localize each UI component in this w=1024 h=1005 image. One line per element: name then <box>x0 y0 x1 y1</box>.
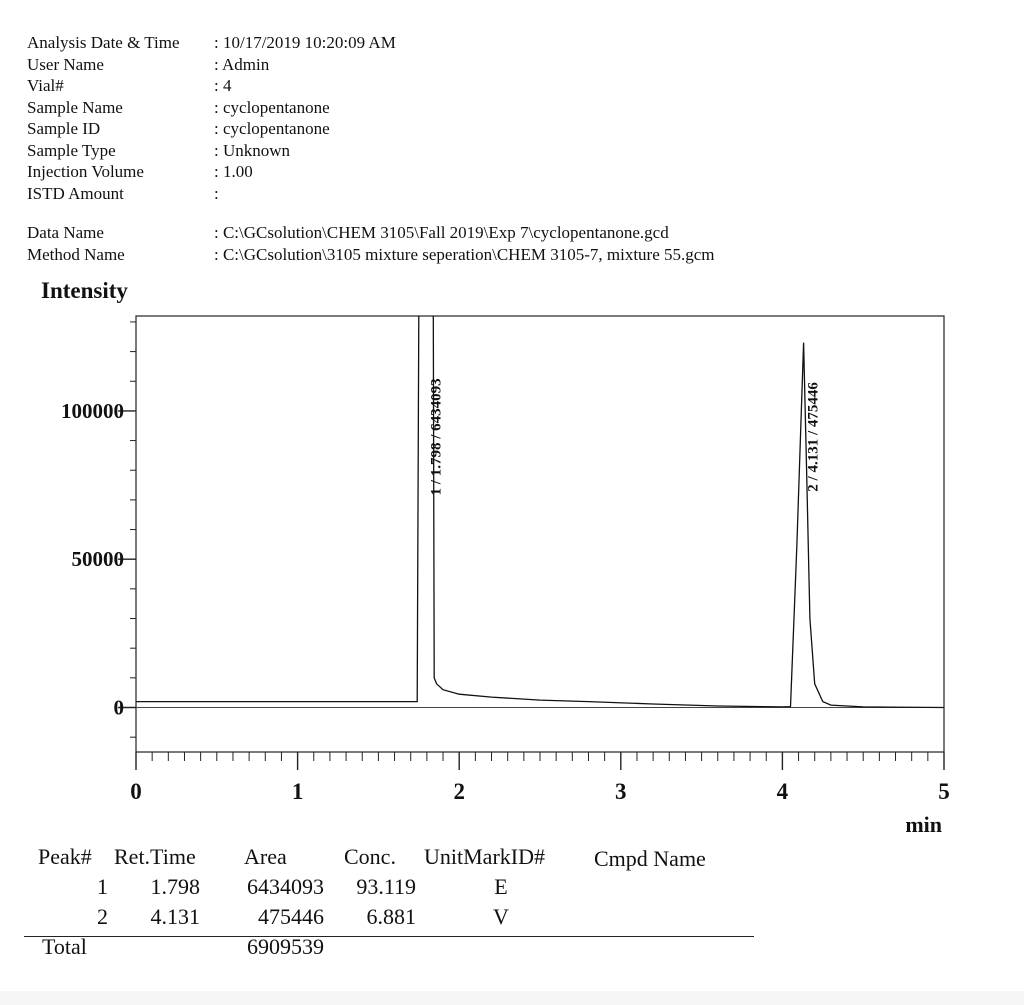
header-area: Area <box>244 844 287 869</box>
file-label: Data Name <box>27 223 104 242</box>
metadata-spacer <box>27 204 847 222</box>
x-tick-label: 3 <box>615 779 627 804</box>
metadata-row <box>27 75 847 97</box>
metadata-value: : <box>214 183 219 203</box>
row-1-area: 6434093 <box>247 874 324 899</box>
metadata-row <box>27 140 847 162</box>
metadata-label: Analysis Date & Time <box>27 33 180 52</box>
x-tick-label: 4 <box>776 779 789 804</box>
x-tick-label: 0 <box>130 779 142 804</box>
table-divider <box>24 936 754 937</box>
peak-table <box>24 840 764 970</box>
row-1-mark: E <box>494 874 508 899</box>
metadata-label: User Name <box>27 54 104 74</box>
header-conc: Conc. <box>344 844 396 869</box>
metadata-row <box>27 32 847 54</box>
x-tick-label: 1 <box>291 779 304 804</box>
metadata-label: Vial# <box>27 76 64 95</box>
row-2-peak: 2 <box>97 904 108 929</box>
peak-label: 1 / 1.798 / 6434093 <box>428 378 445 496</box>
metadata-value: : cyclopentanone <box>214 97 330 117</box>
row-1-ret-time: 1.798 <box>150 874 200 899</box>
metadata-value: : 1.00 <box>214 162 253 181</box>
y-tick-label: 50000 <box>71 547 124 572</box>
x-tick-label: 5 <box>938 779 950 804</box>
metadata-row <box>27 183 847 205</box>
metadata-label: Sample Type <box>27 140 116 160</box>
chart-y-axis-title: Intensity <box>41 278 128 303</box>
y-tick-label: 0 <box>113 695 124 720</box>
chromatogram-chart <box>0 300 1024 840</box>
row-2-ret-time: 4.131 <box>150 904 200 929</box>
header-compound-name: Cmpd Name <box>594 846 706 871</box>
metadata-value: : Admin <box>214 54 270 74</box>
file-label: Method Name <box>27 244 125 264</box>
metadata-label: ISTD Amount <box>27 183 124 203</box>
metadata-label: Sample ID <box>27 119 101 138</box>
total-label: Total <box>42 934 87 959</box>
row-2-conc: 6.881 <box>366 904 416 929</box>
x-axis-title: min <box>905 812 942 837</box>
header-ret-time: Ret.Time <box>114 844 196 869</box>
file-row <box>27 244 847 266</box>
metadata-value: : cyclopentanone <box>214 119 330 138</box>
file-value: : C:\GCsolution\3105 mixture seperation\CHEM 3105-7, mixture 55.gcm <box>214 244 715 264</box>
report-metadata <box>27 32 847 265</box>
metadata-row <box>27 54 847 76</box>
metadata-label: Sample Name <box>27 97 123 117</box>
scan-edge <box>0 991 1024 1005</box>
row-1-peak: 1 <box>97 874 108 899</box>
peak-label: 2 / 4.131 / 475446 <box>805 382 822 492</box>
metadata-row <box>27 97 847 119</box>
metadata-value: : 10/17/2019 10:20:09 AM <box>214 33 396 52</box>
file-value: : C:\GCsolution\CHEM 3105\Fall 2019\Exp 7\cyclopentanone.gcd <box>214 223 669 242</box>
row-2-area: 475446 <box>258 904 324 929</box>
metadata-row <box>27 118 847 140</box>
metadata-value: : Unknown <box>214 140 291 160</box>
metadata-row <box>27 161 847 183</box>
plot-frame <box>136 316 944 752</box>
x-tick-label: 2 <box>453 779 465 804</box>
header-unit-mark-id: UnitMarkID# <box>424 844 545 869</box>
row-2-mark: V <box>493 904 509 929</box>
file-row <box>27 222 847 244</box>
metadata-value: : 4 <box>214 76 232 95</box>
row-1-conc: 93.119 <box>356 874 416 899</box>
y-tick-label: 100000 <box>61 398 124 423</box>
total-area: 6909539 <box>247 934 324 959</box>
chromatogram-trace <box>136 313 944 708</box>
header-peak: Peak# <box>38 844 92 869</box>
metadata-label: Injection Volume <box>27 162 144 181</box>
